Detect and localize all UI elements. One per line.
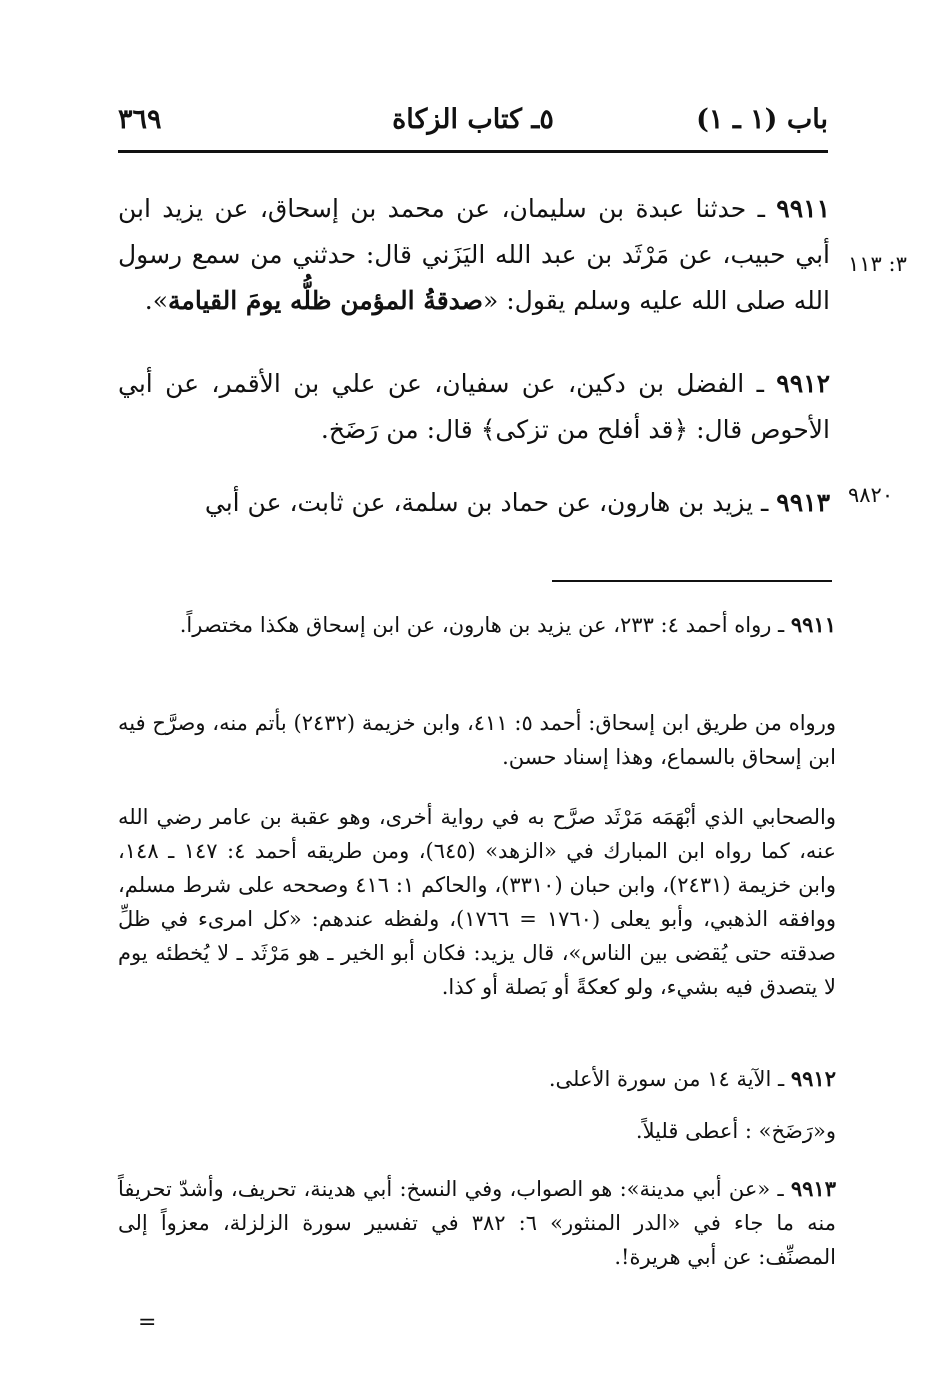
footnote-9912 bbox=[118, 1062, 836, 1096]
footnote-separator: ـ bbox=[770, 1177, 791, 1201]
footnote-paragraph-2: ورواه من طريق ابن إسحاق: أحمد ٥: ٤١١، وابن خزيمة (٢٤٣٢) بأتم منه، وصرَّح فيه ابن إسحاق بالسماع، وهذا إسناد حسن. bbox=[118, 711, 836, 769]
book-title: ٥ـ كتاب الزكاة bbox=[392, 104, 554, 135]
footnote-text: «عن أبي مدينة»: هو الصواب، وفي النسخ: أبي هدينة، تحريف، وأشدّ تحريفاً منه ما جاء في «الدر المنثور» ٦: ٣٨٢ في تفسير سورة الزلزلة، معزواً إلى المصنِّف: عن أبي هريرة!. bbox=[118, 1177, 836, 1269]
hadith-9912 bbox=[118, 361, 830, 453]
hadith-number: ٩٩١٢ bbox=[776, 369, 831, 398]
hadith-text: الفضل بن دكين، عن سفيان، عن علي بن الأقمر، عن أبي الأحوص قال: ﴿قد أفلح من تزكى﴾ قال: من رَضَخ. bbox=[118, 369, 830, 444]
hadith-separator: ـ bbox=[753, 488, 777, 517]
hadith-number: ٩٩١٣ bbox=[776, 488, 830, 517]
page-header bbox=[118, 100, 828, 150]
footnote-separator: ـ bbox=[771, 1067, 791, 1091]
margin-note-9913: ٩٨٢٠ bbox=[848, 483, 894, 507]
hadith-9911 bbox=[118, 186, 830, 324]
footnote-9911 bbox=[118, 608, 836, 642]
continuation-mark: = bbox=[138, 1310, 157, 1335]
chapter-label: باب (١ ـ ١) bbox=[696, 104, 828, 135]
footnote-number: ٩٩١٢ bbox=[790, 1066, 836, 1091]
footnote-text: رواه أحمد ٤: ٢٣٣، عن يزيد بن هارون، عن ابن إسحاق هكذا مختصراً. bbox=[179, 613, 772, 637]
hadith-text: يزيد بن هارون، عن حماد بن سلمة، عن ثابت، عن أبي bbox=[204, 488, 754, 517]
hadith-separator: ـ bbox=[746, 194, 777, 223]
page-number: ٣٦٩ bbox=[118, 104, 162, 135]
margin-note-9911: ٣: ١١٣ bbox=[848, 252, 907, 276]
footnote-text: الآية ١٤ من سورة الأعلى. bbox=[548, 1067, 772, 1091]
hadith-text: حدثنا عبدة بن سليمان، عن محمد بن إسحاق، عن يزيد ابن أبي حبيب، عن مَرْثَد بن عبد الله اليَزَني قال: حدثني من سمع رسول الله صلى الله عليه وسلم يقول: « bbox=[118, 194, 830, 315]
footnote-separator: ـ bbox=[771, 613, 791, 637]
hadith-number: ٩٩١١ bbox=[776, 194, 830, 223]
hadith-separator: ـ bbox=[744, 369, 777, 398]
hadith-9913 bbox=[118, 480, 830, 526]
hadith-tail: ». bbox=[144, 286, 169, 315]
footnote-divider bbox=[552, 580, 832, 582]
hadith-matn: صدقةُ المؤمن ظلُّه يومَ القيامة bbox=[168, 286, 483, 315]
footnote-number: ٩٩١١ bbox=[790, 612, 836, 637]
footnote-paragraph-3: والصحابي الذي أبْهَمَه مَرْثَد صرَّح به في رواية أخرى، وهو عقبة بن عامر رضي الله عنه، كما رواه ابن المبارك في «الزهد» (٦٤٥)، ومن طريقه أحمد ٤: ١٤٧ ـ ١٤٨، وابن خزيمة (٢٤٣١)، وابن حبان (٣٣١٠)، والحاكم ١: ٤١٦ وصححه على شرط مسلم، ووافقه الذهبي، وأبو يعلى (١٧٦٠ = ١٧٦٦)، ولفظه عندهم: «كل امرىء في ظلِّ صدقته حتى يُقضى بين الناس»، قال يزيد: فكان أبو الخير ـ هو مَرْثَد ـ لا يُخطئه يوم لا يتصدق فيه بشيء، ولو كعكةً أو بَصلة أو كذا. bbox=[118, 805, 837, 999]
footnote-paragraph-5: و«رَضَخ» : أعطى قليلاً. bbox=[635, 1119, 836, 1143]
footnote-number: ٩٩١٣ bbox=[790, 1176, 836, 1201]
header-divider bbox=[118, 150, 828, 153]
footnote-9913 bbox=[118, 1172, 836, 1274]
